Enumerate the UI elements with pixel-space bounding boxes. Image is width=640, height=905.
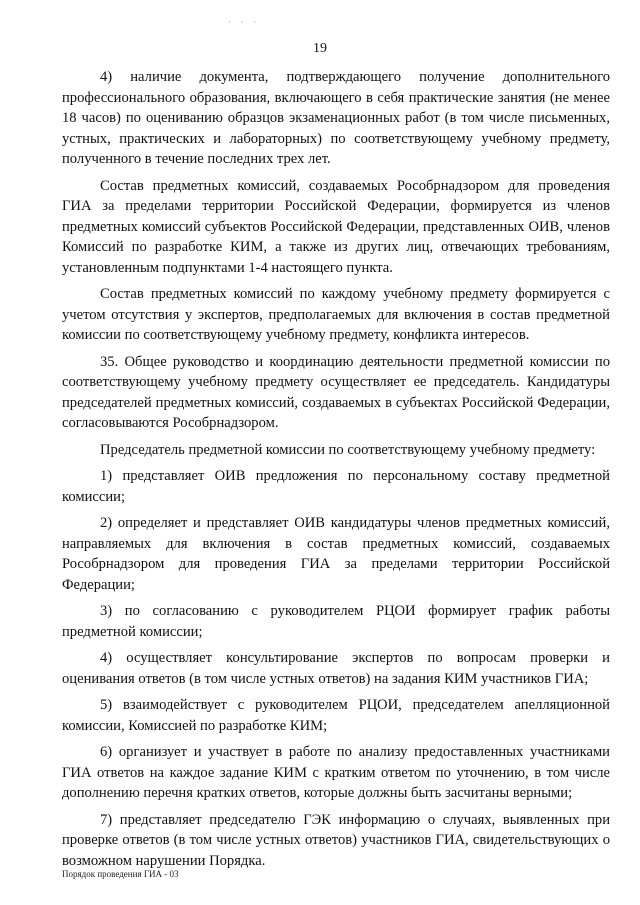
paragraph-35: 35. Общее руководство и координацию деятельности предметной комиссии по соответствующему учебному предмету осуществляет ее председатель. Кандидатуры председателей предметных комиссий, создаваемых в субъектах Российской Федерации, согласовываются Рособрнадзором. [62,353,610,431]
list-item-2: 2) определяет и представляет ОИВ кандидатуры членов предметных комиссий, направляемых для включения в состав предметных комиссий, создаваемых Рособрнадзором для проведения ГИА за пределами территории Российской Федерации; [62,515,610,593]
list-item-4: 4) осуществляет консультирование экспертов по вопросам проверки и оценивания ответов (в том числе устных ответов) на задания КИМ участников ГИА; [62,650,610,687]
scan-artifact: · · · [228,18,260,27]
paragraph-conflict-of-interest: Состав предметных комиссий по каждому учебному предмету формируется с учетом отсутствия у экспертов, предполагаемых для включения в состав предметной комиссии по соответствующему учебному предмету, конфликта интересов. [62,286,610,343]
list-item-3: 3) по согласованию с руководителем РЦОИ формирует график работы предметной комиссии; [62,603,610,640]
list-item-7: 7) представляет председателю ГЭК информацию о случаях, выявленных при проверке ответов (в том числе устных ответов) участников ГИА, свидетельствующих о возможном нарушении Порядка. [62,811,610,869]
document-body [62,67,610,871]
list-item-1: 1) представляет ОИВ предложения по персональному составу предметной комиссии; [62,468,610,505]
paragraph-chairman-intro: Председатель предметной комиссии по соответствующему учебному предмету: [100,441,596,458]
paragraph-composition-abroad: Состав предметных комиссий, создаваемых Рособрнадзором для проведения ГИА за пределами территории Российской Федерации, формируется из членов предметных комиссий субъектов Российской Федерации, представленных ОИВ, членов Комиссий по разработке КИМ, а также из других лиц, отвечающих требованиям, установленным подпунктами 1-4 настоящего пункта. [62,177,610,276]
page-footer: Порядок проведения ГИА - 03 [62,869,179,879]
page-number: 19 [313,41,327,56]
list-item-6: 6) организует и участвует в работе по анализу предоставленных участниками ГИА ответов на каждое задание КИМ с кратким ответом по уточнению, в том числе дополнению перечня кратких ответов, которые должны быть засчитаны верными; [62,744,610,801]
list-item-5: 5) взаимодействует с руководителем РЦОИ, председателем апелляционной комиссии, Комиссией по разработке КИМ; [62,697,610,734]
paragraph-item-4: 4) наличие документа, подтверждающего получение дополнительного профессионального образования, включающего в себя практические занятия (не менее 18 часов) по оцениванию образцов экзаменационных работ (в том числе письменных, устных, практических и лабораторных) по соответствующему учебному предмету, полученного в течение последних трех лет. [62,69,610,167]
